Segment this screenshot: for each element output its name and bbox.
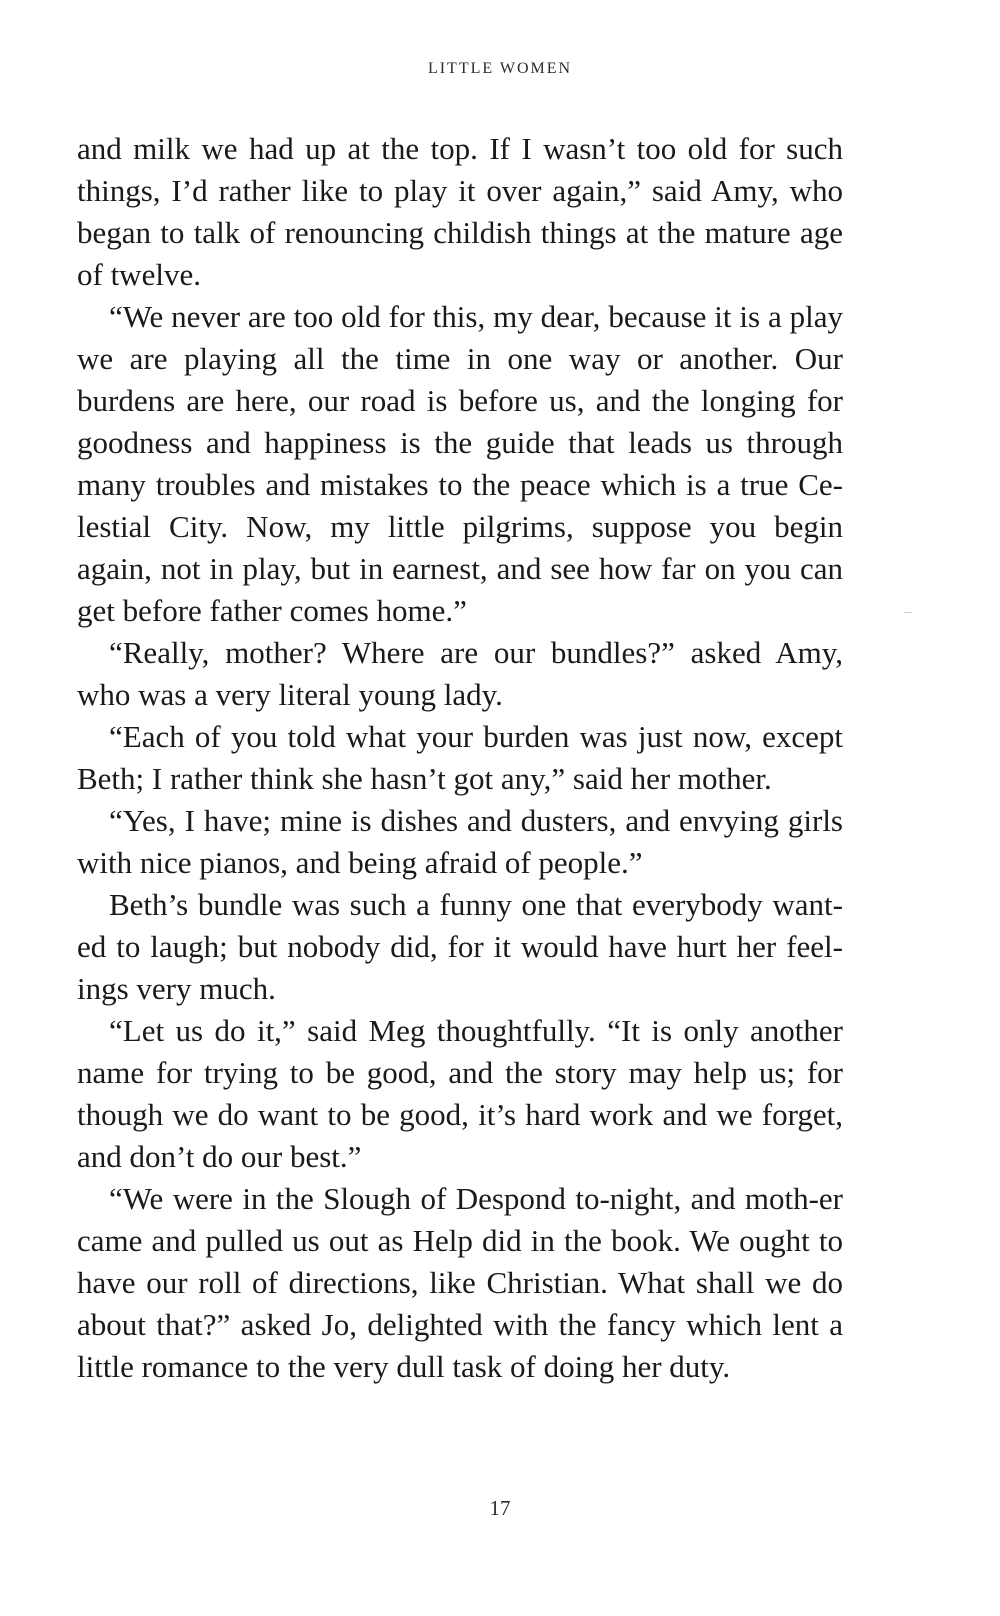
paragraph-beth-reply: “Yes, I have; mine is dishes and dusters, and envying girls with nice pianos, and being afraid of people.”	[77, 803, 843, 880]
page-number: 17	[489, 1496, 511, 1520]
paragraph-amy-question: “Really, mother? Where are our bundles?” asked Amy, who was a very literal young lady.	[77, 635, 843, 712]
paragraph-jo-speech: “We were in the Slough of Despond to-night, and moth-er came and pulled us out as Help did in the book. We ought to have our roll of directions, like Christian. What shall we do about that?” asked Jo, delighted with the fancy which lent a little romance to the very dull task of doing her duty.	[77, 1181, 843, 1384]
paragraph-beth-bundle: Beth’s bundle was such a funny one that everybody want-ed to laugh; but nobody did, for it would have hurt her feel-ings very much.	[77, 887, 843, 1006]
body-text	[77, 128, 843, 1388]
paragraph-meg-speech: “Let us do it,” said Meg thoughtfully. “It is only another name for trying to be good, and the story may help us; for though we do want to be good, it’s hard work and we forget, and don’t do our best.”	[77, 1013, 843, 1174]
paragraph-continued: and milk we had up at the top. If I wasn’t too old for such things, I’d rather like to play it over again,” said Amy, who began to talk of renouncing childish things at the mature age of twelve.	[77, 131, 843, 292]
running-head: LITTLE WOMEN	[427, 60, 573, 77]
paragraph-mother-reply: “Each of you told what your burden was just now, except Beth; I rather think she hasn’t got any,” said her mother.	[77, 719, 843, 796]
margin-mark	[904, 612, 912, 613]
paragraph-mother-speech: “We never are too old for this, my dear, because it is a play we are playing all the time in one way or another. Our burdens are here, our road is before us, and the longing for goodness and happiness is the guide that leads us through many troubles and mistakes to the peace which is a true Ce-lestial City. Now, my little pilgrims, suppose you begin again, not in play, but in earnest, and see how far on you can get before father comes home.”	[77, 299, 843, 628]
